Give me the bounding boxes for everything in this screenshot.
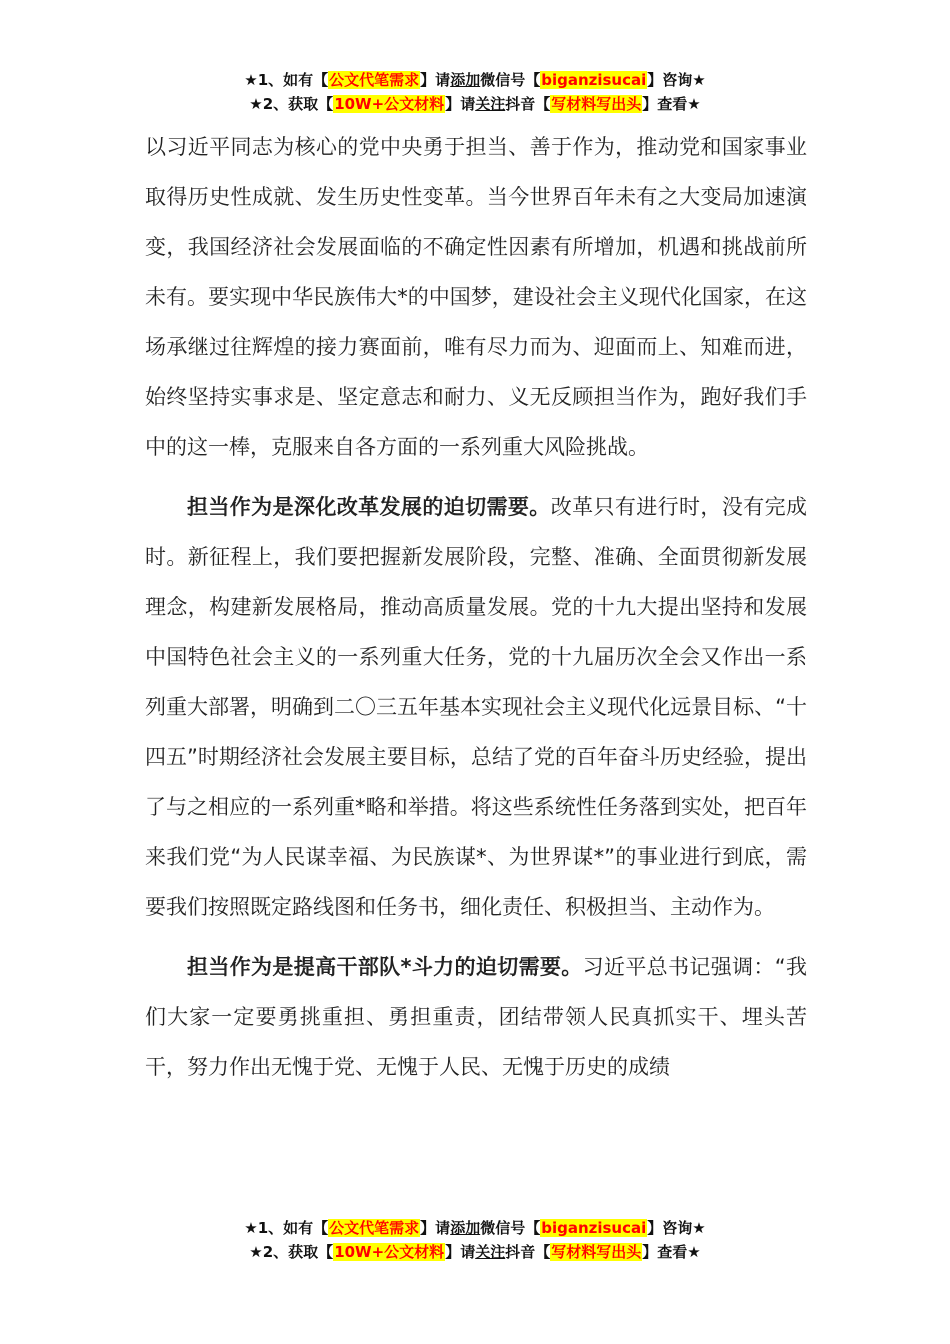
banner-text: 】查看★: [642, 95, 701, 113]
paragraph-3-lead: 担当作为是提高干部队*斗力的迫切需要。: [187, 955, 583, 979]
banner-text: 】请: [420, 71, 451, 89]
banner-underlined-text: 添加: [450, 71, 481, 89]
paragraph-3-body: 习近平总书记强调：“我们大家一定要勇挑重担、勇担重责，团结带领人民真抓实干、埋头苦干，努力作出无愧于党、无愧于人民、无愧于历史的成绩: [145, 955, 807, 1079]
footer-banner: [0, 1216, 950, 1264]
paragraph-2-lead: 担当作为是深化改革发展的迫切需要。: [187, 495, 551, 519]
banner-text: ★2、获取【: [249, 95, 334, 113]
banner-text: 微信号【: [480, 1219, 541, 1237]
paragraph-2: [145, 482, 807, 932]
highlight-douyin-account: 写材料写出头: [551, 1243, 642, 1261]
banner-text: 】请: [445, 1243, 476, 1261]
header-banner-line-1: [0, 68, 950, 92]
footer-banner-line-2: [0, 1240, 950, 1264]
header-banner: [0, 68, 950, 116]
highlight-service: 公文代笔需求: [329, 71, 420, 89]
paragraph-3: [145, 942, 807, 1092]
banner-underlined-text: 关注: [475, 95, 506, 113]
footer-banner-line-1: [0, 1216, 950, 1240]
banner-text: ★1、如有【: [244, 71, 329, 89]
highlight-materials: 10W+公文材料: [334, 1243, 445, 1261]
highlight-wechat-id: biganzisucai: [541, 1219, 647, 1237]
paragraph-2-body: 改革只有进行时，没有完成时。新征程上，我们要把握新发展阶段，完整、准确、全面贯彻新发展理念，构建新发展格局，推动高质量发展。党的十九大提出坚持和发展中国特色社会主义的一系列重大任务，党的十九届历次全会又作出一系列重大部署，明确到二〇三五年基本实现社会主义现代化远景目标、“十四五”时期经济社会发展主要目标，总结了党的百年奋斗历史经验，提出了与之相应的一系列重*略和举措。将这些系统性任务落到实处，把百年来我们党“为人民谋幸福、为民族谋*、为世界谋*”的事业进行到底，需要我们按照既定路线图和任务书，细化责任、积极担当、主动作为。: [145, 495, 808, 919]
banner-text: 抖音【: [505, 1243, 551, 1261]
paragraph-1: 以习近平同志为核心的党中央勇于担当、善于作为，推动党和国家事业取得历史性成就、发生历史性变革。当今世界百年未有之大变局加速演变，我国经济社会发展面临的不确定性因素有所增加，机遇和挑战前所未有。要实现中华民族伟大*的中国梦，建设社会主义现代化国家，在这场承继过往辉煌的接力赛面前，唯有尽力而为、迎面而上、知难而进，始终坚持实事求是、坚定意志和耐力、义无反顾担当作为，跑好我们手中的这一棒，克服来自各方面的一系列重大风险挑战。: [145, 135, 807, 459]
banner-text: ★1、如有【: [244, 1219, 329, 1237]
highlight-service: 公文代笔需求: [329, 1219, 420, 1237]
banner-underlined-text: 关注: [475, 1243, 506, 1261]
banner-text: 抖音【: [505, 95, 551, 113]
banner-text: 】请: [420, 1219, 451, 1237]
banner-text: 】请: [445, 95, 476, 113]
banner-underlined-text: 添加: [450, 1219, 481, 1237]
banner-text: 】咨询★: [647, 71, 706, 89]
banner-text: 】咨询★: [647, 1219, 706, 1237]
banner-text: ★2、获取【: [249, 1243, 334, 1261]
highlight-wechat-id: biganzisucai: [541, 71, 647, 89]
highlight-materials: 10W+公文材料: [334, 95, 445, 113]
highlight-douyin-account: 写材料写出头: [551, 95, 642, 113]
banner-text: 微信号【: [480, 71, 541, 89]
document-body: [145, 122, 807, 1102]
banner-text: 】查看★: [642, 1243, 701, 1261]
header-banner-line-2: [0, 92, 950, 116]
